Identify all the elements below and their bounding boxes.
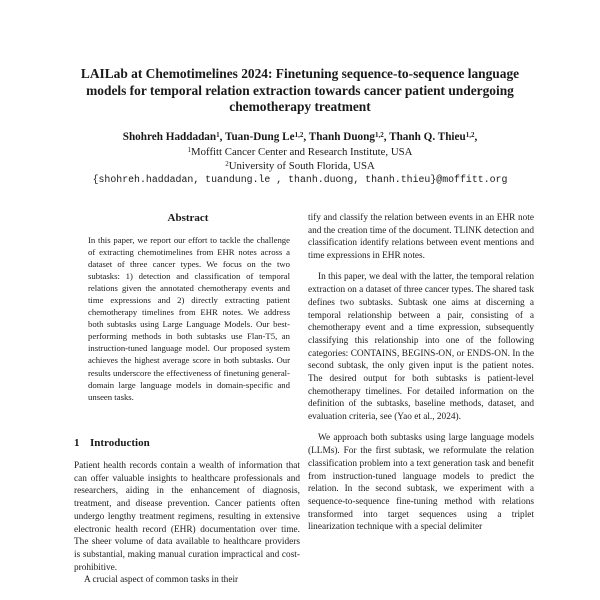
author-affiliation-mark: 1,2 — [465, 131, 475, 139]
author-name: Shohreh Haddadan — [122, 131, 217, 143]
section-number: 1 — [74, 437, 80, 449]
body-paragraph: In this paper, we deal with the latter, the temporal relation extraction on a dataset of three cancer types. The shared task defines two subtasks. Subtask one aims at discerning a temporal relationship between a pair, consisting of a chemotherapy event and a time expression, subsequently classifying this relationship into one of the following categories: CONTAINS, BEGINS-ON, or ENDS-ON. In the second subtask, the only given input is the patient notes. The desired output for both subtasks is patient-level chemotherapy timelines. For detailed information on the definition of the subtasks, baseline methods, dataset, and evaluation criteria, see (Yao et al., 2024). — [308, 272, 534, 423]
affiliation-text: University of South Florida, USA — [228, 160, 375, 172]
author-affiliation-mark: 1,2 — [294, 131, 304, 139]
author-list — [40, 130, 560, 144]
author-name: Thanh Duong — [308, 131, 375, 143]
affiliation-mark: 2 — [225, 160, 229, 168]
section-heading — [74, 436, 304, 450]
author-name: Tuan-Dung Le — [225, 131, 295, 143]
body-paragraph: A crucial aspect of common tasks in their — [84, 575, 239, 586]
affiliation-text: Moffitt Cancer Center and Research Institute, USA — [191, 146, 413, 158]
abstract-heading: Abstract — [167, 212, 209, 224]
author-name: Thanh Q. Thieu — [389, 131, 466, 143]
author-list-end: , — [474, 131, 478, 143]
abstract-paragraph: In this paper, we report our effort to tackle the challenge of extracting chemotimelines from EHR notes across a dataset of three cancer types. We focus on the two subtasks: 1) detection and classification of temporal relations given the annotated chemotherapy events and time expressions and 2) directly extracting patient chemotherapy timelines from EHR notes. We address both subtasks using Large Language Models. Our best-performing methods in both subtasks use Flan-T5, an instruction-tuned language model. Our proposed system achieves the highest average score in both subtasks. Our results underscore the effectiveness of finetuning general-domain large language models in domain-specific and unseen tasks. — [88, 235, 290, 402]
body-paragraph: We approach both subtasks using large language models (LLMs). For the first subtask, we reformulate the relation classification problem into a text generation task and benefit from instruction-tuned language models to predict the relation. In the second subtask, we experiment with a sequence-to-sequence fine-tuning method with relations transformed into target sequences using a triplet linearization technique with a special delimiter — [308, 433, 534, 533]
author-separator: , — [219, 131, 226, 143]
body-paragraph: tify and classify the relation between events in an EHR note and the creation time of the document. TLINK detection and classification identify relations between event mentions and time expressions in EHR notes. — [308, 213, 534, 262]
introduction-left-column — [74, 460, 300, 587]
author-separator: , — [383, 131, 390, 143]
abstract-body — [88, 234, 290, 403]
section-title: Introduction — [90, 437, 150, 449]
author-affiliation-mark: 1 — [216, 131, 220, 139]
affiliation — [40, 145, 560, 159]
affiliation — [40, 159, 560, 173]
author-separator: , — [303, 131, 309, 143]
author-emails: {shohreh.haddadan, tuandung.le , thanh.duong, thanh.thieu}@moffitt.org — [92, 174, 508, 185]
body-paragraph: Patient health records contain a wealth of information that can offer valuable insights to healthcare professionals and researchers, aiding in the enhancement of diagnosis, treatment, and disease prevention. Cancer patients often undergo lengthy treatment regimens, resulting in extensive electronic health record (EHR) documentation over time. The sheer volume of data available to healthcare providers is substantial, making manual curation impractical and cost-prohibitive. — [74, 461, 300, 573]
author-affiliation-mark: 1,2 — [374, 131, 384, 139]
affiliation-mark: 1 — [187, 146, 192, 154]
paper-title: LAILab at Chemotimelines 2024: Finetuning sequence-to-sequence language models for temporal relation extraction towards cancer patient undergoing chemotherapy treatment — [80, 66, 520, 114]
introduction-right-column — [308, 212, 534, 534]
